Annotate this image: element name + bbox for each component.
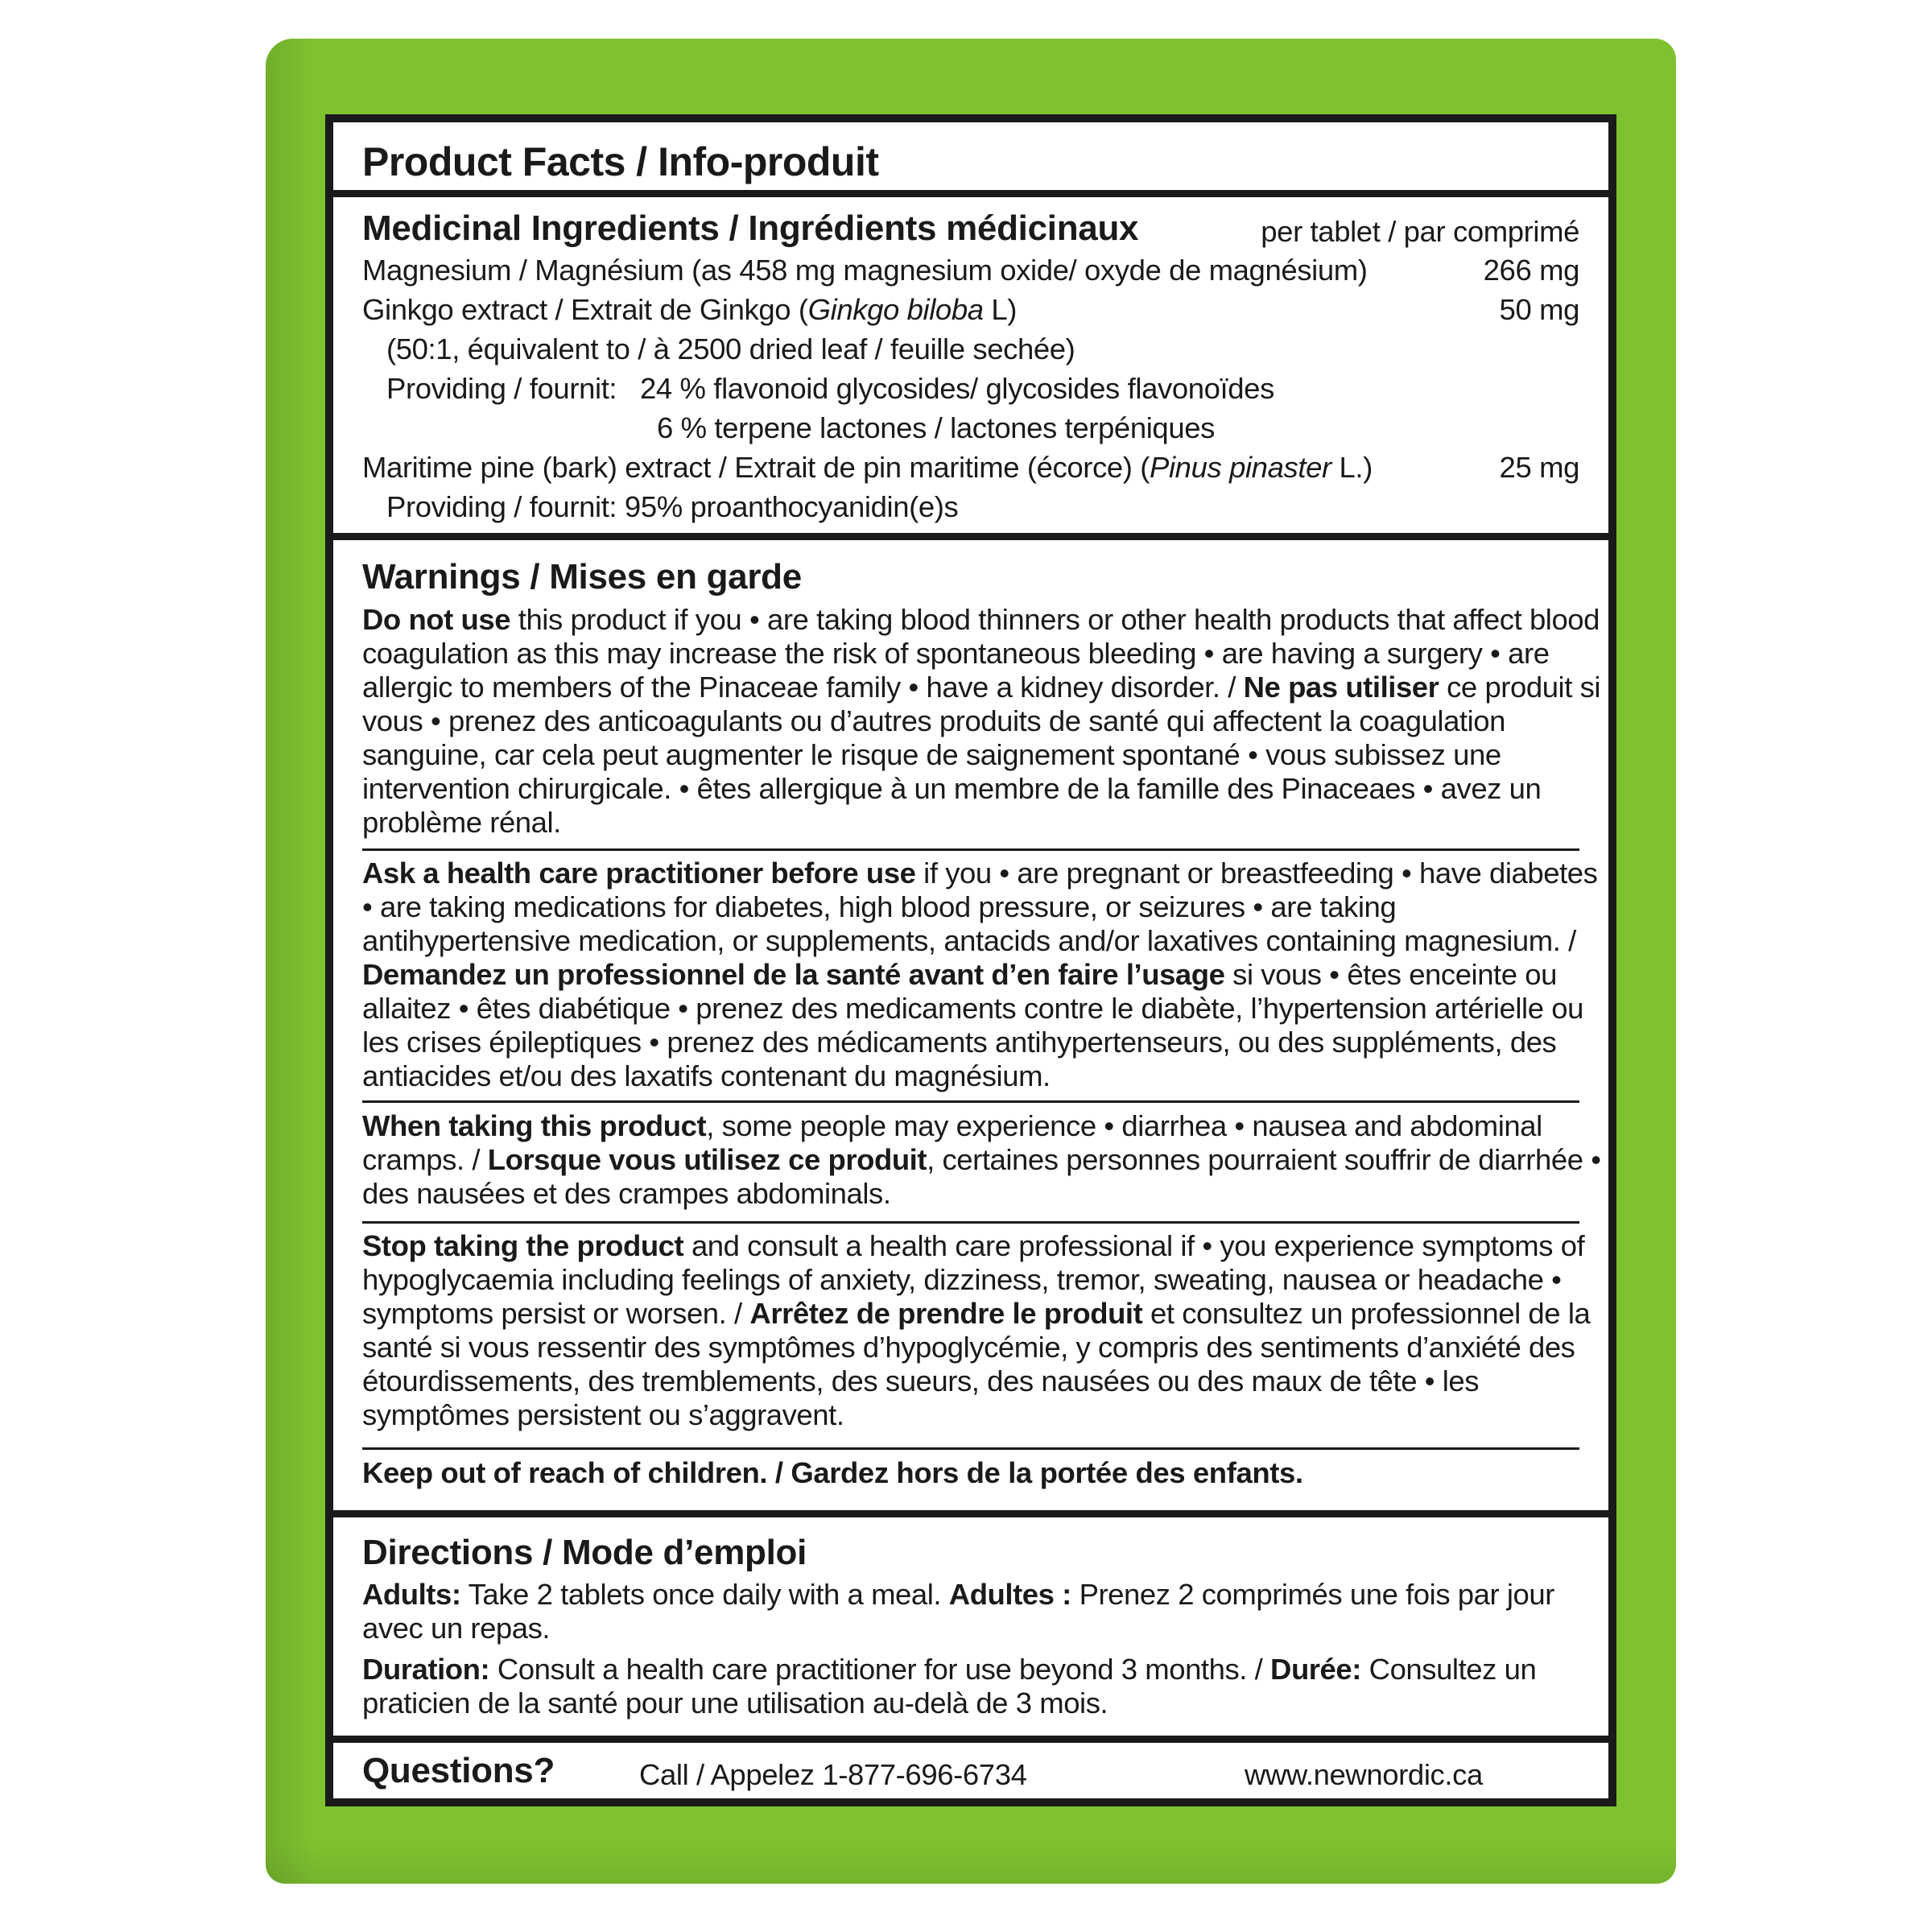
per-tablet-label: per tablet / par comprimé [1261, 215, 1579, 248]
product-facts-panel [325, 114, 1616, 1806]
when-taking-paragraph: When taking this product, some people may experience • diarrhea • nausea and abdominal cramps. / Lorsque vous utilisez ce produit, certaines personnes pourraient souffrir de diarrhée • des nausées et des crampes abdominals. [362, 1109, 1601, 1210]
pine-providing: Providing / fournit: 95% proanthocyanidin(e)s [386, 490, 959, 523]
website-link[interactable]: www.newnordic.ca [1245, 1758, 1483, 1791]
stop-taking-paragraph: Stop taking the product and consult a health care professional if • you experience symptoms of hypoglycaemia including feelings of anxiety, dizziness, tremor, sweating, nausea or headache • symptoms persist or worsen. / Arrêtez de prendre le produit et consultez un professionnel de la santé si vous ressentir des symptômes d’hypoglycémie, y compris des sentiments d’anxiété des étourdissements, des tremblements, des sueurs, des nausées ou des maux de tête • les symptômes persistent ou s’aggravent. [362, 1229, 1591, 1431]
ask-practitioner-paragraph: Ask a health care practitioner before use if you • are pregnant or breastfeeding • have diabetes • are taking medications for diabetes, high blood pressure, or seizures • are taking antihypertensive medication, or supplements, antacids and/or laxatives containing magnesium. / Demandez un professionnel de la santé avant d’en faire l’usage si vous • êtes enceinte ou allaitez • êtes diabétique • prenez des medicaments contre le diabète, l’hypertension artérielle ou les crises épileptiques • prenez des médicaments antihypertenseurs, ou des suppléments, des antiacides et/ou des laxatifs contenant du magnésium. [362, 857, 1598, 1092]
divider-2 [362, 1100, 1579, 1103]
ginkgo-providing-1: 24 % flavonoid glycosides/ glycosides flavonoïdes [640, 372, 1274, 405]
duration-paragraph: Duration: Consult a health care practitioner for use beyond 3 months. / Durée: Consultez un praticien de la santé pour une utilisation au-delà de 3 mois. [362, 1653, 1537, 1719]
directions-heading: Directions / Mode d’emploi [362, 1533, 807, 1572]
panel-title: Product Facts / Info-produit [362, 139, 879, 184]
warnings-rule [333, 1510, 1608, 1517]
magnesium-name: Magnesium / Magnésium (as 458 mg magnesium oxide/ oxyde de magnésium) [362, 254, 1368, 287]
box-edge-shading [266, 39, 314, 1884]
divider-1 [362, 848, 1579, 851]
magnesium-amount: 266 mg [1483, 254, 1579, 287]
pine-name: Maritime pine (bark) extract / Extrait de pin maritime (écorce) (Pinus pinaster L.) [362, 451, 1373, 484]
ginkgo-amount: 50 mg [1499, 293, 1579, 326]
ginkgo-name: Ginkgo extract / Extrait de Ginkgo (Ginkgo biloba L) [362, 293, 1018, 326]
title-rule [333, 190, 1608, 197]
directions-rule [333, 1736, 1608, 1743]
box-bottom-lip [266, 1843, 1676, 1884]
keep-out-of-reach: Keep out of reach of children. / Gardez hors de la portée des enfants. [362, 1456, 1303, 1489]
pine-latin: Pinus pinaster [1150, 451, 1331, 484]
pine-amount: 25 mg [1499, 451, 1579, 484]
ginkgo-providing-2: 6 % terpene lactones / lactones terpéniques [657, 411, 1215, 444]
do-not-use-paragraph: Do not use this product if you • are taking blood thinners or other health products that affect blood coagulation as this may increase the risk of spontaneous bleeding • are having a surgery • are allergic to members of the Pinaceae family • have a kidney disorder. / Ne pas utiliser ce produit si vous • prenez des anticoagulants ou d’autres produits de santé qui affectent la coagulation sanguine, car cela peut augmenter le risque de saignement spontané • vous subissez une intervention chirurgicale. • êtes allergique à un membre de la famille des Pinaceaes • avez un problème rénal. [362, 603, 1601, 839]
questions-label: Questions? [362, 1751, 555, 1790]
ginkgo-equivalent: (50:1, équivalent to / à 2500 dried leaf / feuille sechée) [386, 332, 1075, 365]
divider-4 [362, 1447, 1579, 1450]
adults-paragraph: Adults: Take 2 tablets once daily with a meal. Adultes : Prenez 2 comprimés une fois par jour avec un repas. [362, 1578, 1554, 1645]
ginkgo-providing-label: Providing / fournit: [386, 372, 617, 405]
ginkgo-latin: Ginkgo biloba [807, 293, 984, 326]
divider-3 [362, 1221, 1579, 1224]
ingredients-heading: Medicinal Ingredients / Ingrédients médicinaux [362, 208, 1139, 248]
phone-number: Call / Appelez 1-877-696-6734 [639, 1758, 1027, 1791]
warnings-heading: Warnings / Mises en garde [362, 557, 802, 597]
ingredients-rule [333, 533, 1608, 540]
